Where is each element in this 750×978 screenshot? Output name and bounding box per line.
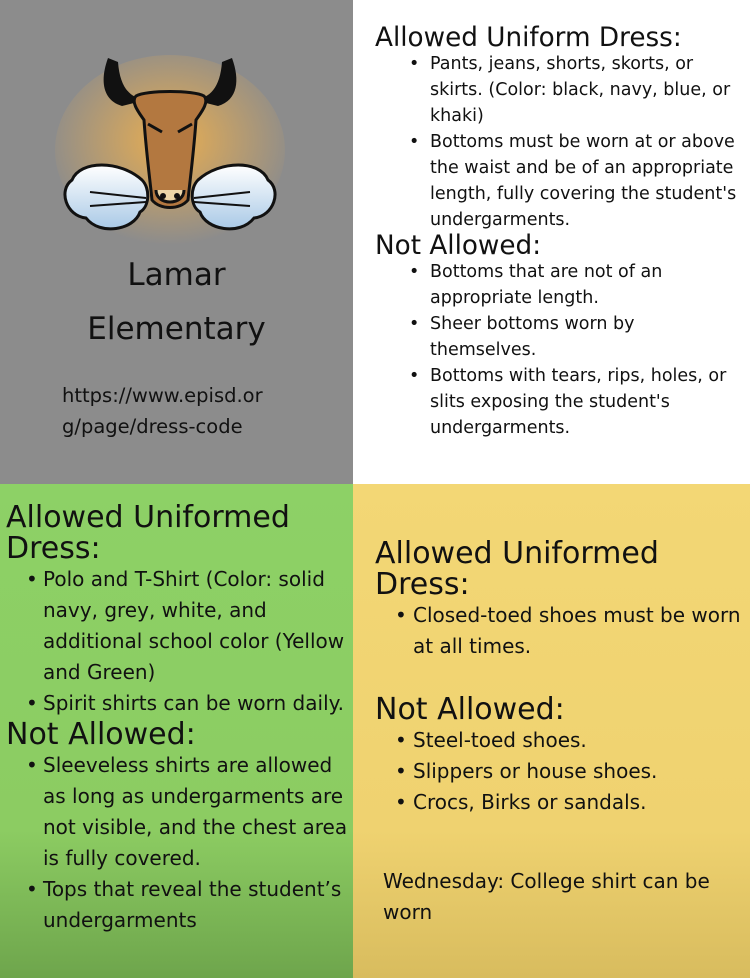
bottoms-allowed-heading: Allowed Uniform Dress:	[375, 23, 682, 53]
list-item: • Sheer bottoms worn by themselves.	[397, 311, 745, 363]
tops-not-allowed-list	[6, 750, 353, 936]
url-line1: https://www.episd.or	[62, 384, 263, 407]
shoes-allowed-heading: Allowed Uniformed Dress:	[375, 536, 659, 602]
list-item: • Polo and T-Shirt (Color: solid navy, grey, white, and additional school color (Yellow and Green)	[6, 564, 353, 688]
list-item: • Spirit shirts can be worn daily.	[6, 688, 353, 719]
list-item: • Slippers or house shoes.	[375, 756, 745, 787]
bottoms-not-allowed-heading: Not Allowed:	[375, 231, 542, 261]
longhorn-mascot-icon	[50, 40, 290, 250]
list-item: • Sleeveless shirts are allowed as long as undergarments are not visible, and the chest area is fully covered.	[6, 750, 353, 874]
list-item: • Crocs, Birks or sandals.	[375, 787, 745, 818]
shoes-content	[375, 538, 745, 928]
tops-not-allowed-heading: Not Allowed:	[6, 717, 196, 752]
shoes-not-allowed-heading: Not Allowed:	[375, 692, 565, 727]
list-item: • Bottoms that are not of an appropriate length.	[397, 259, 745, 311]
url-line2: g/page/dress-code	[62, 415, 243, 438]
wednesday-note: Wednesday: College shirt can be worn	[383, 869, 710, 924]
shoes-not-allowed-list	[375, 725, 745, 818]
school-info-panel	[0, 0, 353, 484]
bottoms-not-allowed-list	[375, 259, 745, 441]
school-name	[0, 248, 353, 356]
shoes-allowed-list	[375, 600, 745, 662]
dress-code-url[interactable]	[62, 380, 352, 442]
school-name-line2: Elementary	[87, 311, 266, 347]
list-item: • Bottoms must be worn at or above the waist and be of an appropriate length, fully covering the student's undergarments.	[397, 129, 745, 233]
list-item: • Tops that reveal the student’s undergarments	[6, 874, 353, 936]
school-name-line1: Lamar	[127, 257, 226, 293]
tops-allowed-heading: Allowed Uniformed Dress:	[6, 500, 290, 566]
list-item: • Pants, jeans, shorts, skorts, or skirts. (Color: black, navy, blue, or khaki)	[397, 51, 745, 129]
list-item: • Bottoms with tears, rips, holes, or slits exposing the student's undergarments.	[397, 363, 745, 441]
bottoms-panel	[353, 0, 750, 484]
section-spacer	[375, 662, 745, 694]
tops-panel	[0, 484, 353, 978]
bottoms-allowed-list	[375, 51, 745, 233]
tops-content	[6, 502, 353, 936]
tops-allowed-list	[6, 564, 353, 719]
list-item: • Steel-toed shoes.	[375, 725, 745, 756]
bottoms-content	[375, 25, 745, 441]
list-item: • Closed-toed shoes must be worn at all times.	[375, 600, 745, 662]
shoes-panel	[353, 484, 750, 978]
